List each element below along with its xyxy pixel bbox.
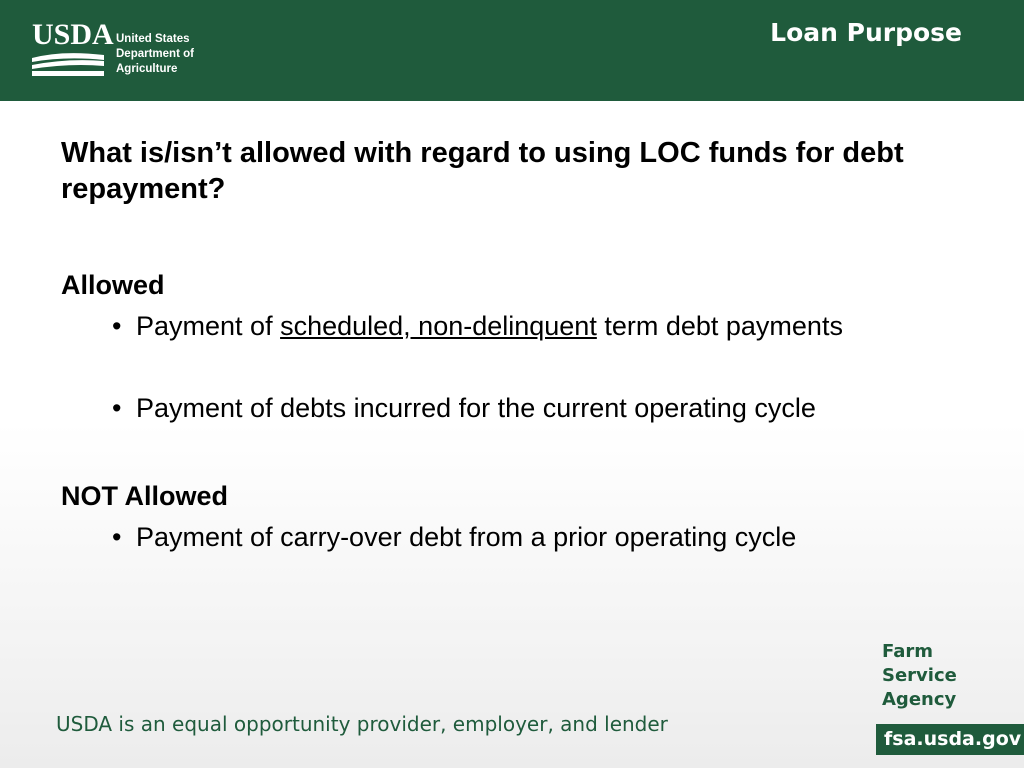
agency-line: United States <box>116 33 190 45</box>
fsa-name-line: Agency <box>882 689 957 710</box>
allowed-item-text: Payment of debts incurred for the current operating cycle <box>136 393 816 423</box>
usda-logo-letters: USDA <box>32 18 114 51</box>
agency-line: Department of <box>116 48 194 60</box>
fsa-website-link[interactable]: fsa.usda.gov <box>876 724 1024 755</box>
not-allowed-heading: NOT Allowed <box>61 481 228 511</box>
agency-line: Agriculture <box>116 63 178 75</box>
bullet-icon: • <box>112 311 122 341</box>
allowed-item <box>112 311 843 342</box>
slide-question: What is/isn’t allowed with regard to using LOC funds for debt repayment? <box>61 137 904 205</box>
usda-logo-mark <box>32 18 114 78</box>
allowed-item-prefix: Payment of <box>136 311 281 341</box>
usda-hills-icon <box>32 52 104 76</box>
allowed-item-suffix: term debt payments <box>596 311 843 341</box>
section-title: Loan Purpose <box>770 18 962 47</box>
not-allowed-item-text: Payment of carry-over debt from a prior operating cycle <box>136 522 797 552</box>
bullet-icon: • <box>112 393 122 423</box>
bullet-icon: • <box>112 522 122 552</box>
equal-opportunity-statement: USDA is an equal opportunity provider, employer, and lender <box>56 712 668 736</box>
allowed-item <box>112 393 816 424</box>
allowed-item-emphasis: scheduled, non-delinquent <box>280 311 597 341</box>
fsa-logo <box>876 640 1024 755</box>
fsa-name-line: Farm <box>882 641 934 662</box>
usda-agency-name <box>116 32 194 77</box>
usda-logo <box>32 18 194 78</box>
not-allowed-item <box>112 522 796 553</box>
allowed-heading: Allowed <box>61 270 165 300</box>
header-banner <box>0 0 1024 101</box>
fsa-agency-name <box>882 640 1024 712</box>
fsa-name-line: Service <box>882 665 957 686</box>
